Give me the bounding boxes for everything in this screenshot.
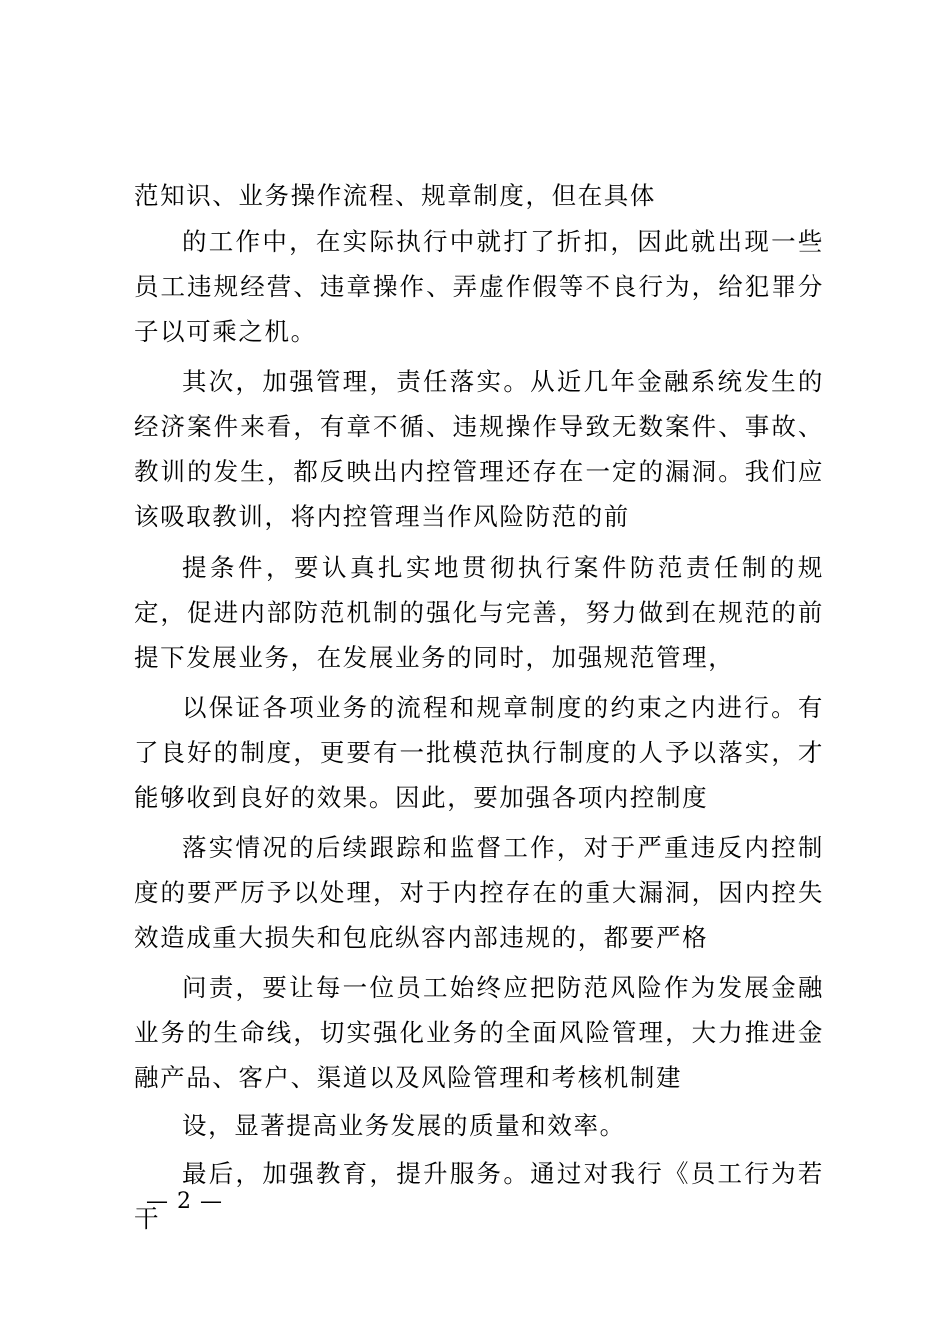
paragraph-2: 的工作中，在实际执行中就打了折扣，因此就出现一些员工违规经营、违章操作、弄虚作假等不良行为，给犯罪分子以可乘之机。 [134,227,824,346]
paragraph-5: 以保证各项业务的流程和规章制度的约束之内进行。有了良好的制度，更要有一批模范执行制度的人予以落实，才能够收到良好的效果。因此，要加强各项内控制度 [134,693,824,812]
page-number: — 2 — [146,1189,223,1214]
paragraph-6: 落实情况的后续跟踪和监督工作，对于严重违反内控制度的要严厉予以处理，对于内控存在的重大漏洞，因内控失效造成重大损失和包庇纵容内部违规的，都要严格 [134,833,824,952]
paragraph-1: 范知识、业务操作流程、规章制度，但在具体 [134,181,656,210]
paragraph-8: 设，显著提高业务发展的质量和效率。 [182,1111,626,1140]
paragraph-3: 其次，加强管理，责任落实。从近几年金融系统发生的经济案件来看，有章不循、违规操作导致无数案件、事故、教训的发生，都反映出内控管理还存在一定的漏洞。我们应该吸取教训，将内控管理当作风险防范的前 [134,367,824,531]
paragraph-4: 提条件，要认真扎实地贯彻执行案件防范责任制的规定，促进内部防范机制的强化与完善，努力做到在规范的前提下发展业务，在发展业务的同时，加强规范管理， [134,553,824,672]
paragraph-7: 问责，要让每一位员工始终应把防范风险作为发展金融业务的生命线，切实强化业务的全面风险管理，大力推进金融产品、客户、渠道以及风险管理和考核机制建 [134,973,824,1092]
paragraph-9: 最后，加强教育，提升服务。通过对我行《员工行为若干 [134,1159,824,1233]
